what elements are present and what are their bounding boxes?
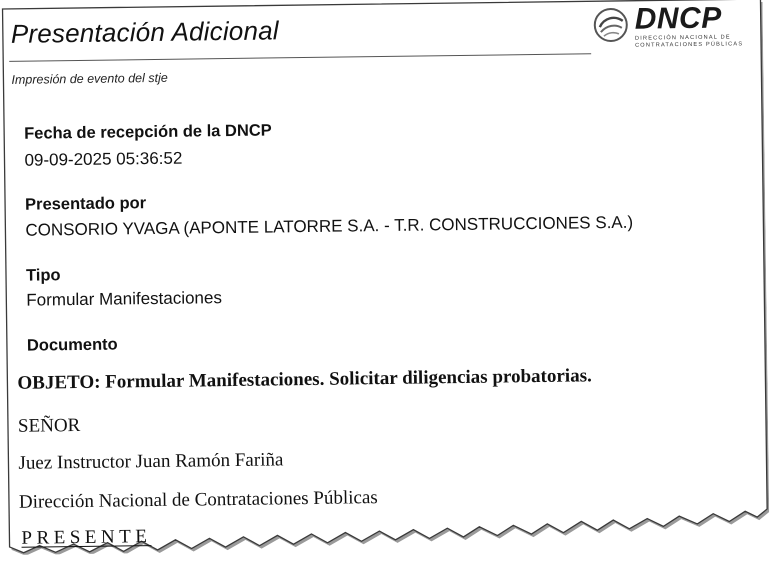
dncp-logo-icon <box>593 7 629 43</box>
page-title: Presentación Adicional <box>10 15 279 49</box>
document-addressee: Juez Instructor Juan Ramón Fariña <box>18 449 284 474</box>
page-subtitle: Impresión de evento del stje <box>11 70 168 87</box>
fecha-value: 09-09-2025 05:36:52 <box>24 148 183 170</box>
logo-tagline-2: CONTRATACIONES PÚBLICAS <box>635 41 744 49</box>
presentado-value: CONSORIO YVAGA (APONTE LATORRE S.A. - T.R. CONSTRUCCIONES S.A.) <box>25 212 634 240</box>
fecha-label: Fecha de recepción de la DNCP <box>24 121 272 143</box>
presentado-label: Presentado por <box>24 194 147 214</box>
tipo-label: Tipo <box>25 266 61 285</box>
document-institution: Dirección Nacional de Contrataciones Públicas <box>18 487 378 513</box>
document-objeto: OBJETO: Formular Manifestaciones. Solicitar diligencias probatorias. <box>17 365 592 394</box>
dncp-wordmark: DNCP <box>634 1 722 36</box>
logo-tagline-1: DIRECCIÓN NACIONAL DE <box>634 34 731 42</box>
document-presente: PRESENTE <box>21 526 152 549</box>
dncp-logo <box>593 3 754 49</box>
title-divider <box>9 53 591 62</box>
documento-label: Documento <box>26 335 118 355</box>
document-salutation: SEÑOR <box>17 414 81 437</box>
tipo-value: Formular Manifestaciones <box>26 288 223 310</box>
